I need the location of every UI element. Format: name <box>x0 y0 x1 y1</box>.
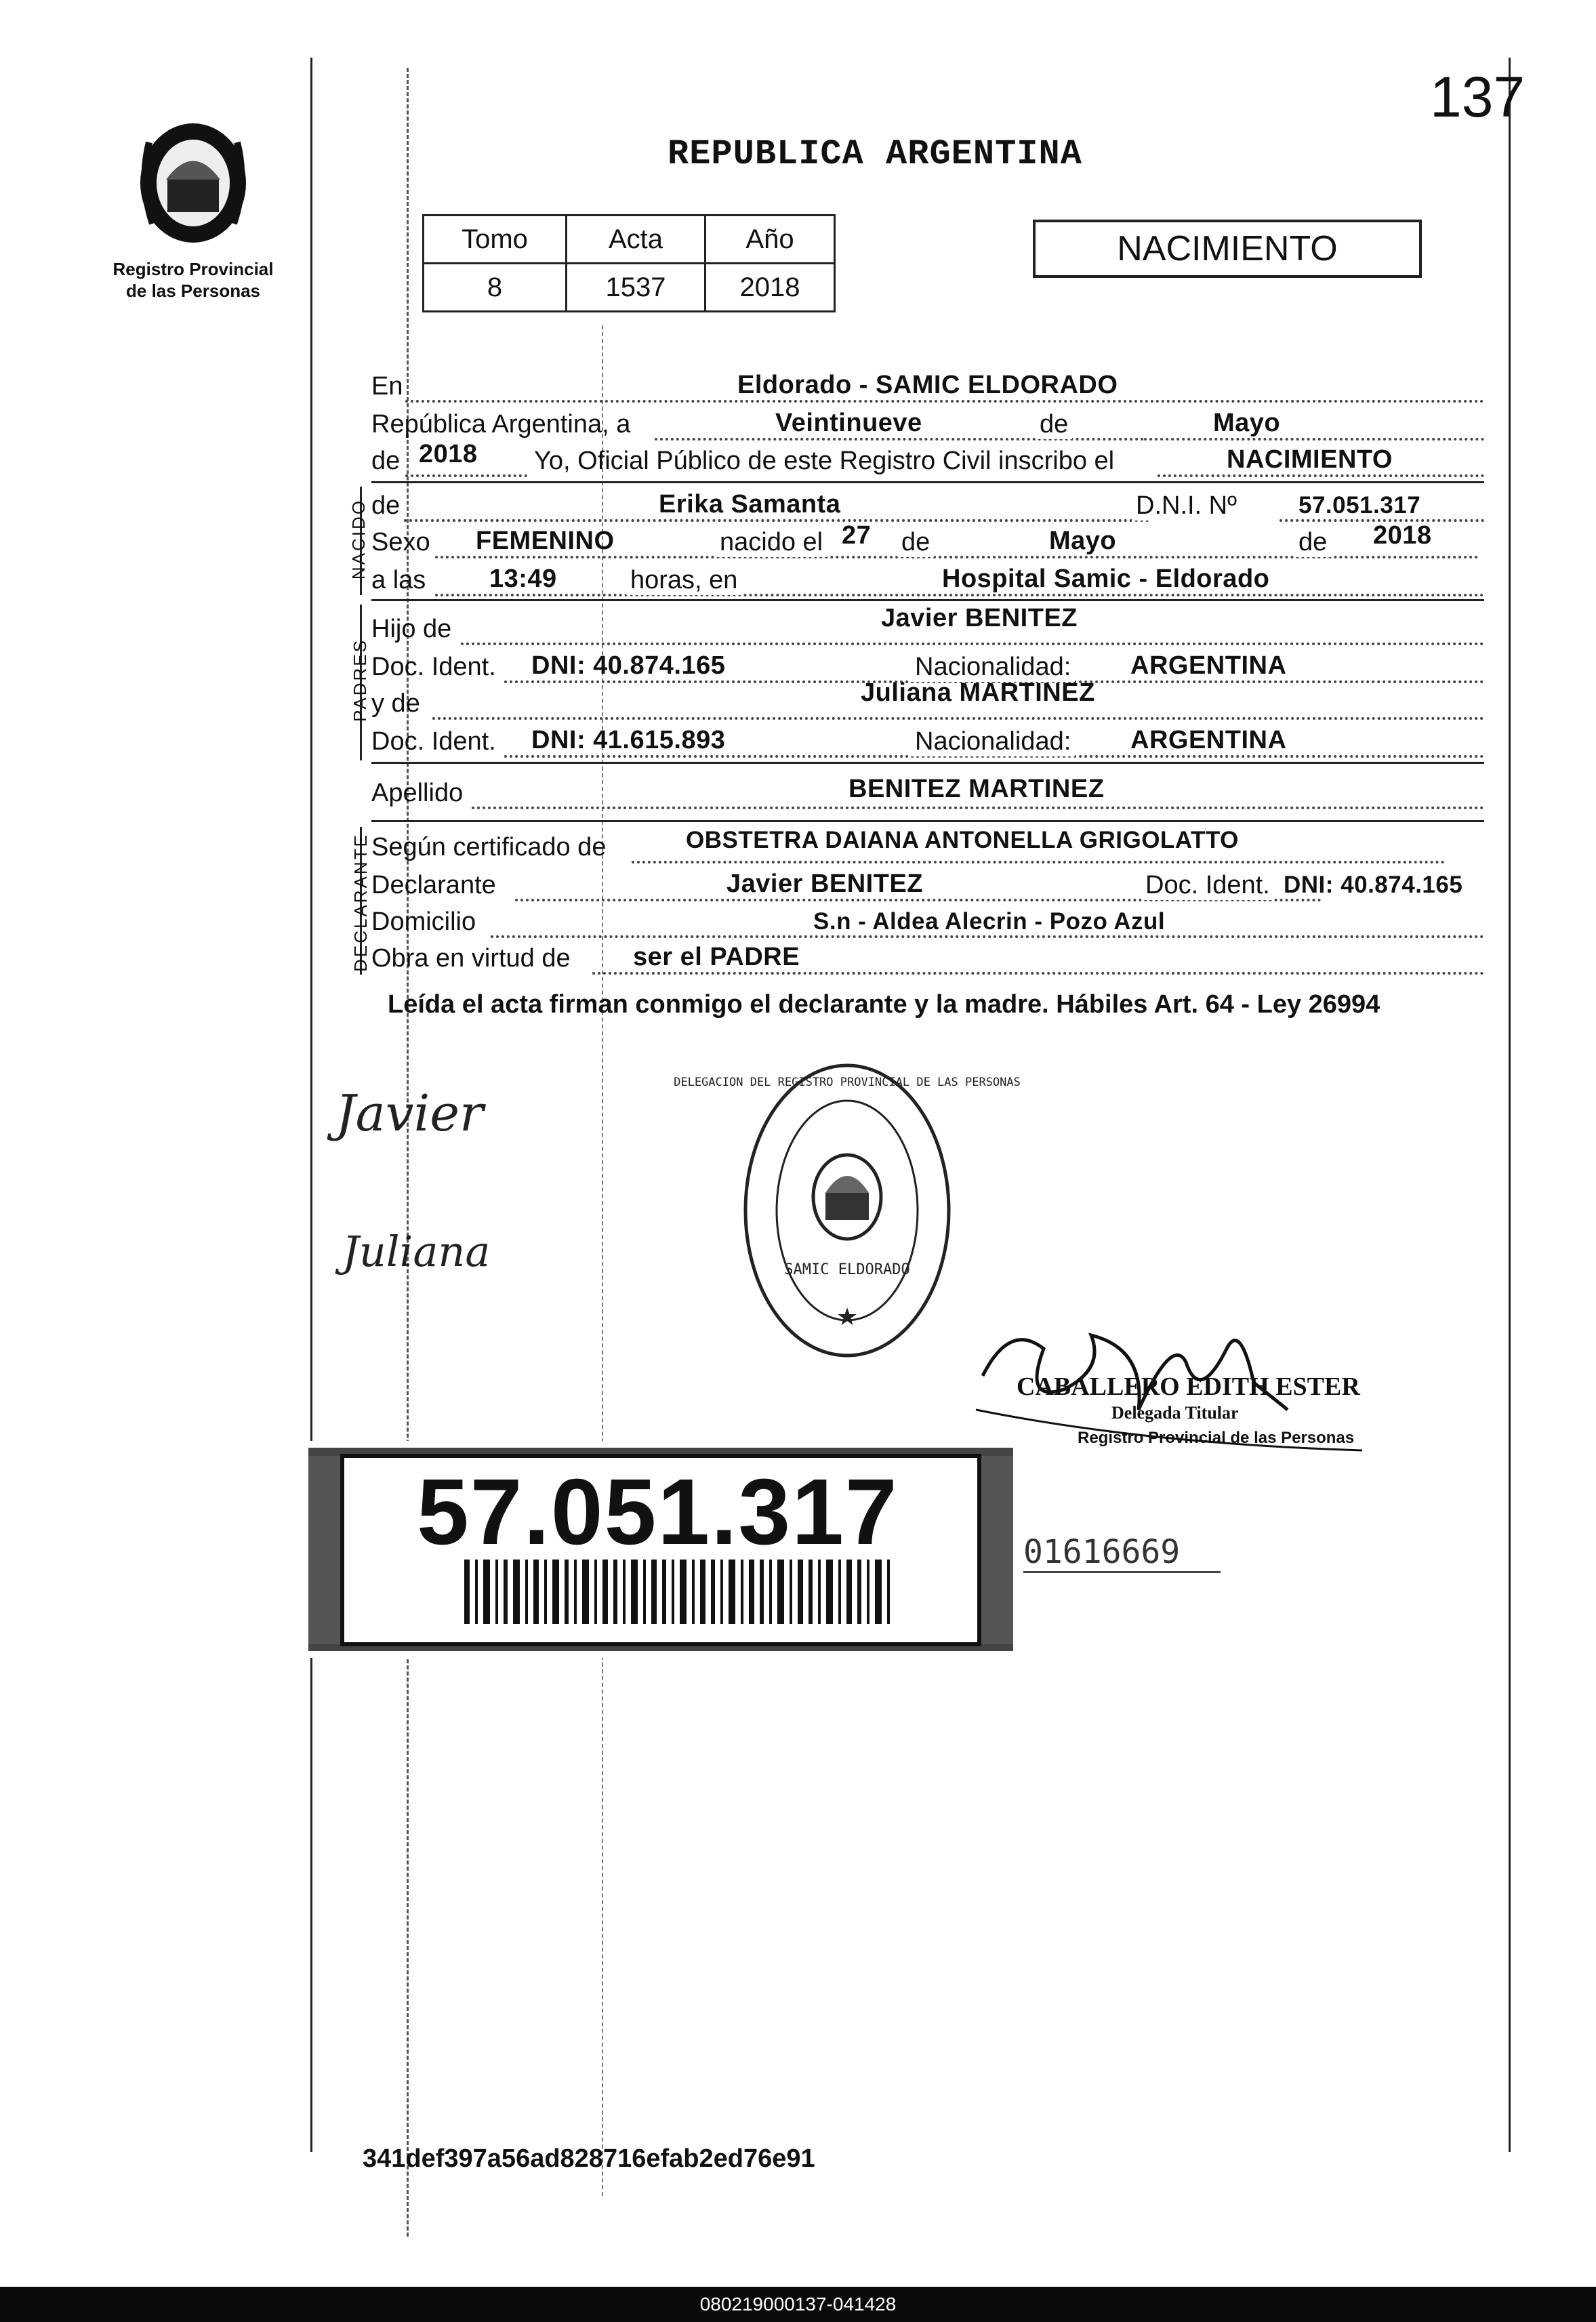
label-declarant-doc: Doc. Ident. <box>1141 871 1274 900</box>
label-de-month: de <box>897 528 934 557</box>
table-header-acta: Acta <box>567 216 705 264</box>
row-date <box>371 404 1484 442</box>
label-apellido: Apellido <box>371 779 464 807</box>
svg-text:★: ★ <box>836 1303 859 1330</box>
signature-javier: Javier <box>335 1084 484 1143</box>
right-margin-line <box>1509 58 1511 2152</box>
country-title: REPUBLICA ARGENTINA <box>668 134 1082 174</box>
label-sexo: Sexo <box>371 528 430 556</box>
official-role: Delegada Titular <box>1111 1403 1239 1423</box>
value-father-nationality: ARGENTINA <box>1130 651 1287 680</box>
table-value-tomo: 8 <box>424 264 567 312</box>
label-a-las: a las <box>371 566 426 594</box>
page-number: 137 <box>1430 65 1526 129</box>
value-day-words: Veintinueve <box>775 409 922 437</box>
value-year: 2018 <box>419 440 478 468</box>
act-type-box: NACIMIENTO <box>1033 220 1422 278</box>
value-certificate: OBSTETRA DAIANA ANTONELLA GRIGOLATTO <box>686 827 1239 853</box>
label-de2: de <box>371 447 401 475</box>
left-margin-line <box>310 58 312 2152</box>
section-declarante-label: DECLARANTE <box>350 833 371 972</box>
table-header-tomo: Tomo <box>424 216 567 264</box>
row-surname <box>371 773 1484 811</box>
record-table <box>422 214 836 312</box>
label-father-nationality: Nacionalidad: <box>911 653 1075 682</box>
separator-3 <box>371 762 1484 764</box>
label-y-de: y de <box>371 689 420 718</box>
value-birth-time: 13:49 <box>489 565 557 593</box>
value-birth-day: 27 <box>842 521 872 550</box>
row-reason <box>371 938 1484 976</box>
seal-center-text: SAMIC ELDORADO <box>784 1261 910 1278</box>
row-sex <box>371 522 1484 560</box>
value-surname: BENITEZ MARTINEZ <box>848 775 1105 803</box>
row-father <box>371 604 1484 647</box>
value-declarant-name: Javier BENITEZ <box>727 870 923 898</box>
label-dni: D.N.I. Nº <box>1132 491 1241 521</box>
value-birth-year: 2018 <box>1373 521 1432 550</box>
fold-line-center <box>602 325 603 2196</box>
official-name: CABALLERO EDITH ESTER <box>1017 1372 1360 1401</box>
label-domicilio: Domicilio <box>371 908 476 936</box>
row-mother <box>371 678 1484 721</box>
serial-number: 01616669 <box>1023 1533 1221 1573</box>
official-org: Registro Provincial de las Personas <box>1078 1429 1355 1447</box>
ticket-dni-number: 57.051.317 <box>417 1460 899 1564</box>
row-year <box>371 441 1484 478</box>
row-name <box>371 485 1484 523</box>
table-header-ano: Año <box>705 216 835 264</box>
delegation-seal <box>674 1057 1021 1364</box>
label-en: En <box>371 372 403 401</box>
label-declarante: Declarante <box>371 871 496 899</box>
label-certificado: Según certificado de <box>371 833 607 861</box>
row-address <box>371 901 1484 939</box>
label-mother-nationality: Nacionalidad: <box>911 727 1075 756</box>
label-nacido-el: nacido el <box>716 528 827 557</box>
label-de-year: de <box>1294 528 1331 557</box>
value-month: Mayo <box>1213 409 1281 437</box>
separator-1 <box>371 481 1484 483</box>
label-oficial: Yo, Oficial Público de este Registro Civil inscribo el <box>534 447 1115 475</box>
registry-logo <box>108 115 278 319</box>
table-value-acta: 1537 <box>567 264 705 312</box>
record-table-header-row <box>424 216 835 264</box>
registry-name-line1: Registro Provincial <box>112 259 274 279</box>
value-act: NACIMIENTO <box>1227 445 1393 474</box>
signature-juliana: Juliana <box>342 1227 491 1276</box>
row-place <box>371 366 1484 404</box>
label-father-doc: Doc. Ident. <box>371 653 496 681</box>
value-birth-month: Mayo <box>1049 527 1117 555</box>
record-table-value-row <box>424 264 835 312</box>
section-nacido-label: NACIDO <box>348 498 369 580</box>
value-father-name: Javier BENITEZ <box>881 604 1078 632</box>
label-horas: horas, en <box>626 566 741 595</box>
row-time <box>371 560 1484 598</box>
row-declarant <box>371 865 1484 903</box>
value-mother-doc: DNI: 41.615.893 <box>531 726 726 754</box>
label-republica: República Argentina, a <box>371 410 631 439</box>
row-mother-doc <box>371 721 1484 759</box>
label-de: de <box>1036 410 1072 439</box>
section-padres-label: PADRES <box>350 638 370 722</box>
row-certificate <box>371 827 1484 865</box>
dni-ticket <box>308 1441 1013 1658</box>
table-value-ano: 2018 <box>705 264 835 312</box>
value-child-dni: 57.051.317 <box>1298 492 1421 518</box>
label-mother-doc: Doc. Ident. <box>371 727 496 756</box>
value-child-name: Erika Samanta <box>659 490 841 518</box>
label-de-name: de <box>371 491 401 520</box>
separator-4 <box>371 820 1484 822</box>
footer-document-id: 080219000137-041428 <box>0 2287 1596 2322</box>
closing-text: Leída el acta firman conmigo el declarante y la madre. Hábiles Art. 64 - Ley 26994 <box>388 990 1380 1019</box>
seal-ring-text: DELEGACION DEL REGISTRO PROVINCIAL DE LAS PERSONAS <box>674 1076 1021 1089</box>
value-declarant-doc: DNI: 40.874.165 <box>1284 872 1463 898</box>
separator-2 <box>371 599 1484 601</box>
value-birth-place: Hospital Samic - Eldorado <box>942 565 1270 593</box>
value-mother-nationality: ARGENTINA <box>1130 726 1287 754</box>
document-hash: 341def397a56ad828716efab2ed76e91 <box>363 2144 815 2173</box>
value-mother-name: Juliana MARTINEZ <box>861 678 1095 707</box>
value-sex: FEMENINO <box>476 527 615 555</box>
province-seal-icon <box>125 115 261 251</box>
value-father-doc: DNI: 40.874.165 <box>531 651 726 680</box>
registry-name-line2: de las Personas <box>126 281 260 301</box>
value-place: Eldorado - SAMIC ELDORADO <box>737 371 1118 399</box>
label-obra: Obra en virtud de <box>371 944 571 973</box>
value-reason: ser el PADRE <box>633 943 800 971</box>
label-hijo-de: Hijo de <box>371 615 452 643</box>
value-address: S.n - Aldea Alecrin - Pozo Azul <box>813 908 1166 935</box>
